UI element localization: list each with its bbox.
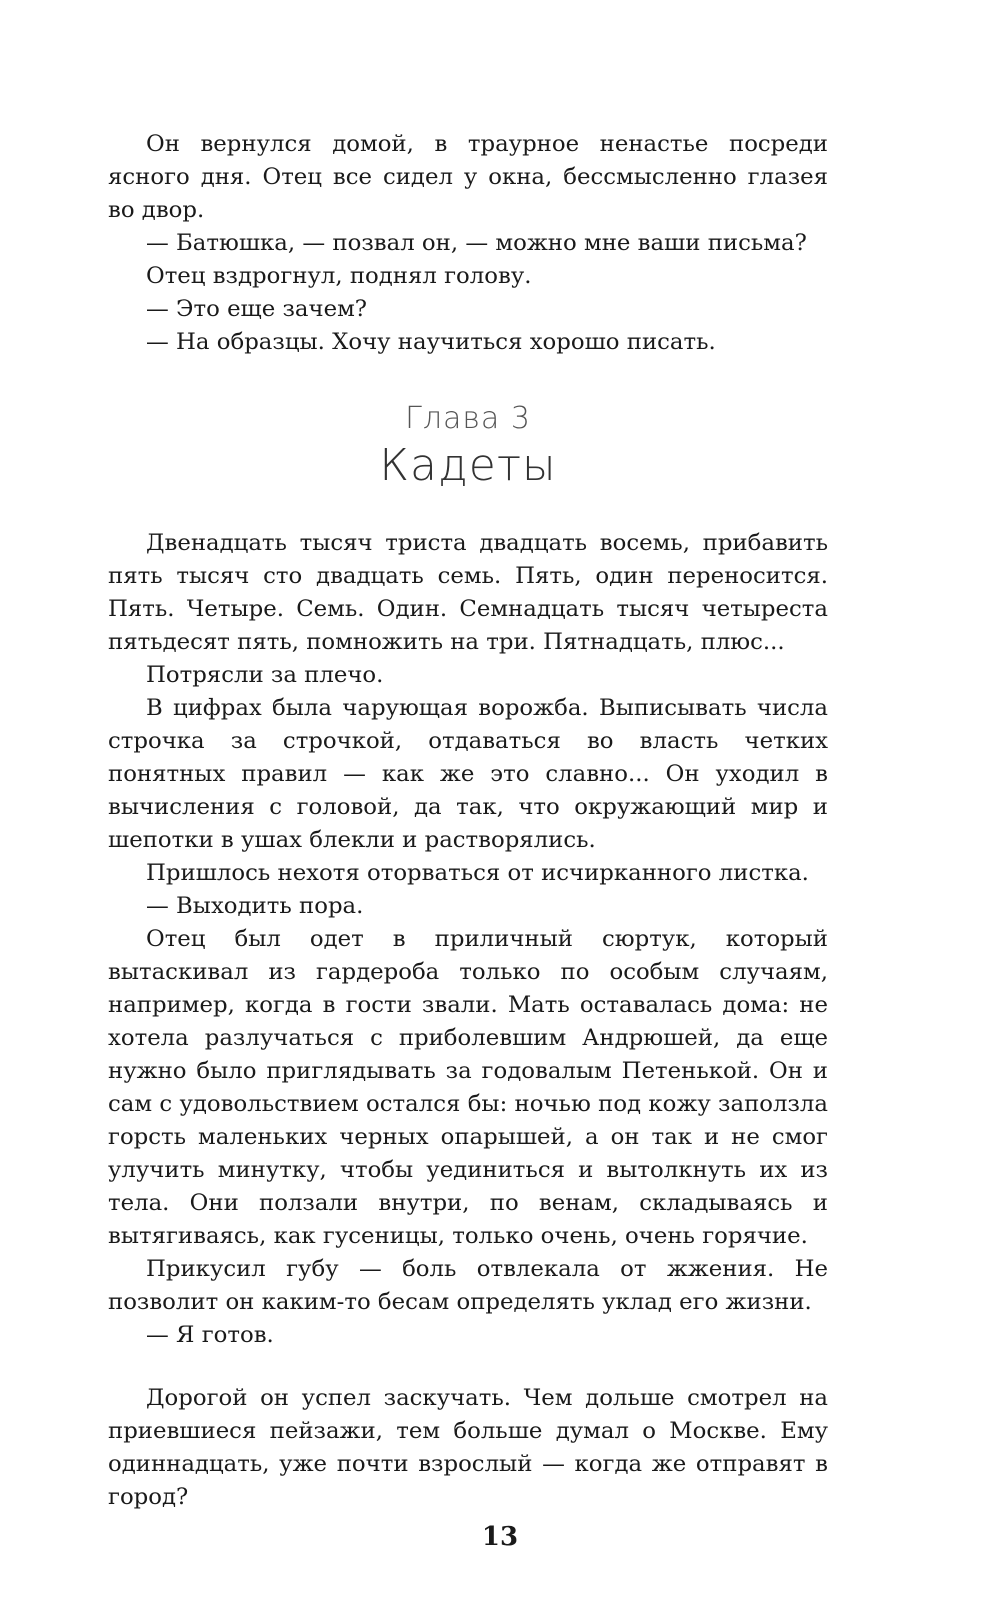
paragraph: Пришлось нехотя оторваться от исчирканного листка. xyxy=(146,860,809,886)
chapter-heading xyxy=(108,399,828,493)
chapter-title: Кадеты xyxy=(379,440,557,491)
paragraph: Дорогой он успел заскучать. Чем дольше смотрел на приевшиеся пейзажи, тем больше думал о Москве. Ему одиннадцать, уже почти взрослый — когда же отправят в город? xyxy=(108,1385,828,1510)
paragraph: Двенадцать тысяч триста двадцать восемь, прибавить пять тысяч сто двадцать семь. Пять, один переносится. Пять. Четыре. Семь. Один. Семнадцать тысяч четыреста пятьдесят пять, помножить на три. Пятнадцать, плюс... xyxy=(108,530,828,655)
chapter-number: Глава 3 xyxy=(405,401,531,436)
paragraph: Прикусил губу — боль отвлекала от жжения. Не позволит он каким-то бесам определять уклад его жизни. xyxy=(108,1256,828,1315)
section-break xyxy=(108,1352,828,1382)
dialogue-line: — Батюшка, — позвал он, — можно мне ваши письма? xyxy=(146,230,807,256)
page-body xyxy=(108,128,828,1514)
section-1 xyxy=(108,128,828,359)
paragraph: Отец вздрогнул, поднял голову. xyxy=(146,263,532,289)
page-number: 13 xyxy=(481,1522,519,1552)
paragraph: В цифрах была чарующая ворожба. Выписывать числа строчка за строчкой, отдаваться во власть четких понятных правил — как же это славно... Он уходил в вычисления с головой, да так, что окружающий мир и шепотки в ушах блекли и растворялись. xyxy=(108,695,828,853)
paragraph: Отец был одет в приличный сюртук, который вытаскивал из гардероба только по особым случаям, например, когда в гости звали. Мать оставалась дома: не хотела разлучаться с приболевшим Андрюшей, да еще нужно было приглядывать за годовалым Петенькой. Он и сам с удовольствием остался бы: ночью под кожу заползла горсть маленьких черных опарышей, а он так и не смог улучить минутку, чтобы уединиться и вытолкнуть их из тела. Они ползали внутри, по венам, складываясь и вытягиваясь, как гусеницы, только очень, очень горячие. xyxy=(108,926,828,1249)
section-3 xyxy=(108,1382,828,1514)
section-2 xyxy=(108,527,828,1352)
dialogue-line: — Я готов. xyxy=(146,1322,274,1348)
dialogue-line: — На образцы. Хочу научиться хорошо писать. xyxy=(146,329,716,355)
dialogue-line: — Выходить пора. xyxy=(146,893,364,919)
paragraph: Он вернулся домой, в траурное ненастье посреди ясного дня. Отец все сидел у окна, бессмысленно глазея во двор. xyxy=(108,131,828,223)
dialogue-line: — Это еще зачем? xyxy=(146,296,368,322)
paragraph: Потрясли за плечо. xyxy=(146,662,384,688)
